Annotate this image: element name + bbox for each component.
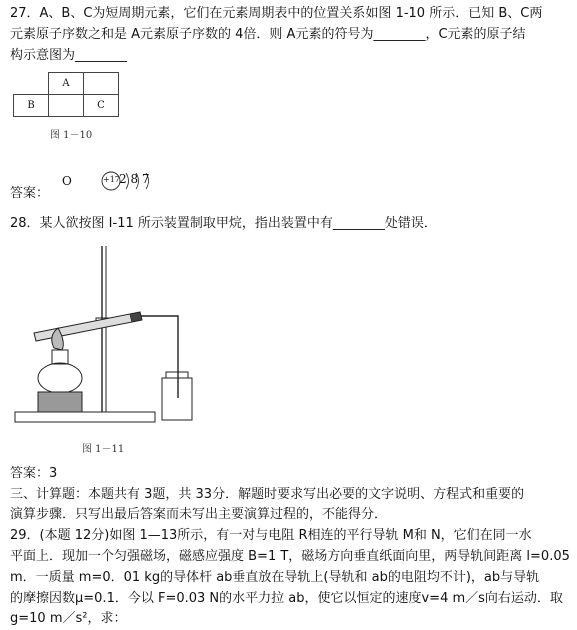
q27-line-3: 构示意图为________ [10,48,128,63]
section-3-line-2: 演算步骤．只写出最后答案而未写出主要演算过程的，不能得分． [10,507,388,522]
q28-answer: 答案：3 [10,466,58,481]
pt-cell [84,73,119,95]
pt-cell-c: C [84,95,119,117]
q29-line-3: m．一质量 m=0．01 kg的导体杆 ab垂直放在导轨上(导轨和 ab的电阻均不计)，ab与导轨 [10,570,540,585]
pt-cell [49,95,84,117]
q29-line-2: 平面上．现加一个匀强磁场，磁感应强度 B=1 T，磁场方向垂直纸面向里，两导轨间距离 l=0.05 [10,549,570,564]
q27-line-1: 27．A、B、C为短周期元素，它们在元素周期表中的位置关系如图 1-10 所示．已知 B、C两 [10,6,543,21]
pt-cell-a: A [49,73,84,95]
pt-cell-b: B [14,95,49,117]
answer-nucleus-charge: +17 [103,175,120,184]
section-3-line-1: 三、计算题：本题共有 3题，共 33分．解题时要求写出必要的文字说明、方程式和重要的 [10,487,525,502]
q27-line-2: 元素原子序数之和是 A元素原子序数的 4倍．则 A元素的符号为________，C元素的原子结 [10,27,526,42]
q27-answer-label: 答案： [10,186,50,201]
answer-oxygen-symbol: O [62,174,72,188]
methane-apparatus-figure [10,238,210,433]
pt-cell [14,73,49,95]
q28-line-1: 28．某人欲按图 I-11 所示装置制取甲烷，指出装置中有________处错误． [10,216,437,231]
q29-line-1: 29．(本题 12分)如图 1—13所示，有一对与电阻 R相连的平行导轨 M和 N，它们在同一水 [10,528,532,543]
answer-electron-shells: 2 8 7 [119,172,150,186]
q29-line-5: g=10 m／s²，求： [10,611,127,626]
figure-1-11-caption: 图 1－11 [82,444,125,455]
q29-line-4: 的摩擦因数μ=0.1．今以 F=0.03 N的水平力拉 ab，使它以恒定的速度v=4 m／s向右运动．取 [10,591,563,606]
figure-1-10-caption: 图 1－10 [50,130,93,141]
periodic-table-fragment [13,72,119,117]
